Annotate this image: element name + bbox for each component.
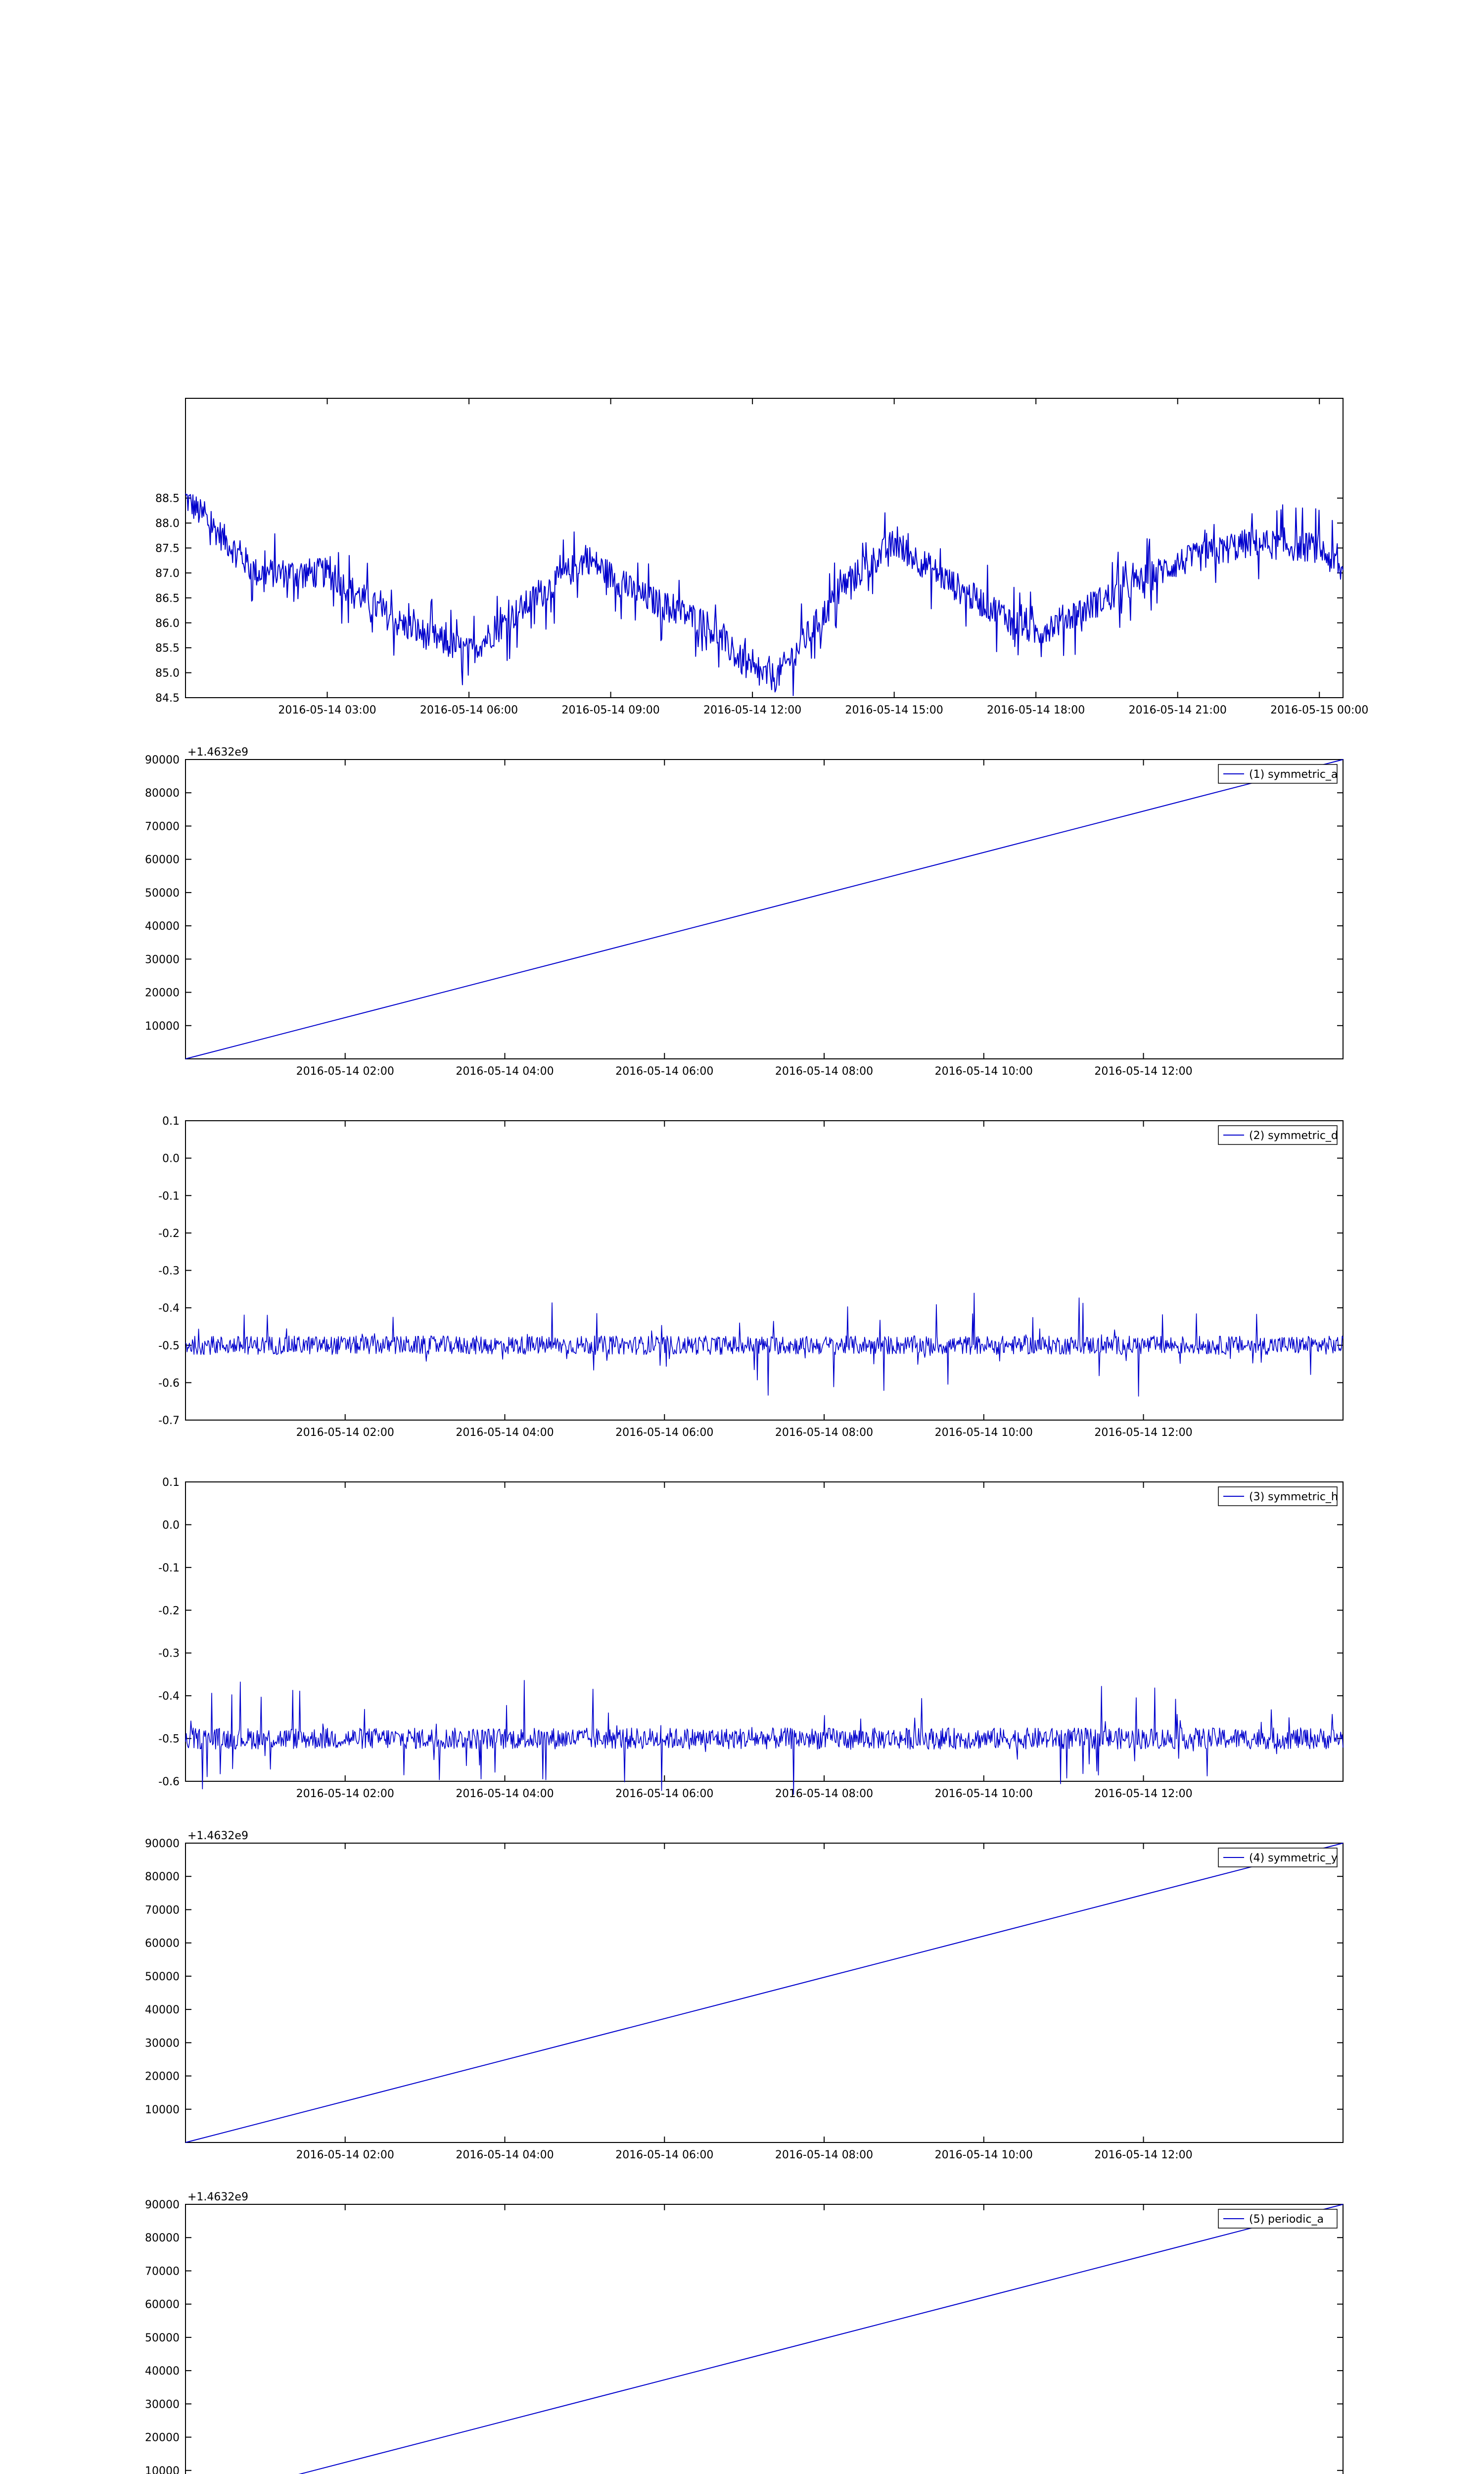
x-tick-label: 2016-05-14 02:00 xyxy=(296,2149,394,2161)
x-tick-label: 2016-05-14 08:00 xyxy=(775,2149,874,2161)
x-tick-label: 2016-05-14 18:00 xyxy=(987,704,1085,716)
x-tick-label: 2016-05-14 04:00 xyxy=(456,2149,554,2161)
y-offset-label: +1.4632e9 xyxy=(187,1830,248,1842)
x-tick-label: 2016-05-14 10:00 xyxy=(934,1788,1033,1800)
x-tick-label: 2016-05-14 12:00 xyxy=(1094,1427,1193,1439)
y-tick-label: 70000 xyxy=(145,1904,180,1917)
axes-frame xyxy=(186,398,1343,698)
x-tick-label: 2016-05-14 12:00 xyxy=(703,704,802,716)
y-tick-label: 0.0 xyxy=(162,1152,180,1165)
y-offset-label: +1.4632e9 xyxy=(187,746,248,759)
y-tick-label: 0.0 xyxy=(162,1519,180,1532)
y-tick-label: 40000 xyxy=(145,920,180,933)
x-tick-label: 2016-05-14 10:00 xyxy=(934,2149,1033,2161)
y-tick-label: 90000 xyxy=(145,2199,180,2211)
y-tick-label: 88.5 xyxy=(155,492,180,505)
y-tick-label: -0.1 xyxy=(158,1562,180,1574)
x-tick-label: 2016-05-14 04:00 xyxy=(456,1788,554,1800)
y-tick-label: 0.1 xyxy=(162,1476,180,1489)
y-tick-label: -0.4 xyxy=(158,1302,180,1315)
legend xyxy=(1218,1126,1338,1144)
x-tick-label: 2016-05-14 02:00 xyxy=(296,1065,394,1078)
legend-label: (2) symmetric_d xyxy=(1249,1130,1338,1142)
y-tick-label: 30000 xyxy=(145,2037,180,2050)
y-tick-label: 87.5 xyxy=(155,542,180,555)
series-line-1 xyxy=(186,760,1343,1059)
legend-label: (5) periodic_a xyxy=(1249,2213,1324,2226)
x-tick-label: 2016-05-14 08:00 xyxy=(775,1065,874,1078)
x-tick-label: 2016-05-14 10:00 xyxy=(934,1065,1033,1078)
x-tick-label: 2016-05-15 00:00 xyxy=(1270,704,1369,716)
x-tick-label: 2016-05-14 06:00 xyxy=(615,1788,714,1800)
x-tick-label: 2016-05-14 12:00 xyxy=(1094,1065,1193,1078)
y-tick-label: 84.5 xyxy=(155,692,180,705)
x-tick-label: 2016-05-14 06:00 xyxy=(615,1065,714,1078)
x-tick-label: 2016-05-14 10:00 xyxy=(934,1427,1033,1439)
legend-label: (3) symmetric_h xyxy=(1249,1491,1338,1503)
y-tick-label: 60000 xyxy=(145,854,180,866)
y-tick-label: 60000 xyxy=(145,2298,180,2311)
x-tick-label: 2016-05-14 12:00 xyxy=(1094,1788,1193,1800)
subplot-2 xyxy=(145,746,1343,1078)
y-tick-label: -0.2 xyxy=(158,1227,180,1240)
y-tick-label: 20000 xyxy=(145,2431,180,2444)
y-tick-label: 40000 xyxy=(145,2004,180,2017)
x-tick-label: 2016-05-14 03:00 xyxy=(278,704,376,716)
y-tick-label: -0.3 xyxy=(158,1265,180,1278)
x-tick-label: 2016-05-14 02:00 xyxy=(296,1427,394,1439)
y-tick-label: 80000 xyxy=(145,1871,180,1884)
x-tick-label: 2016-05-14 02:00 xyxy=(296,1788,394,1800)
y-tick-label: 90000 xyxy=(145,754,180,766)
x-tick-label: 2016-05-14 04:00 xyxy=(456,1065,554,1078)
y-tick-label: 85.0 xyxy=(155,667,180,680)
y-tick-label: -0.6 xyxy=(158,1377,180,1390)
subplot-6 xyxy=(145,2191,1343,2474)
y-tick-label: 85.5 xyxy=(155,642,180,655)
x-tick-label: 2016-05-14 21:00 xyxy=(1128,704,1227,716)
series-line-1 xyxy=(186,2204,1343,2474)
x-tick-label: 2016-05-14 06:00 xyxy=(615,2149,714,2161)
y-tick-label: -0.4 xyxy=(158,1690,180,1703)
y-tick-label: -0.2 xyxy=(158,1605,180,1618)
y-tick-label: 70000 xyxy=(145,820,180,833)
y-tick-label: 50000 xyxy=(145,2331,180,2344)
x-tick-label: 2016-05-14 12:00 xyxy=(1094,2149,1193,2161)
y-tick-label: 20000 xyxy=(145,2070,180,2083)
y-tick-label: -0.5 xyxy=(158,1339,180,1352)
y-tick-label: 20000 xyxy=(145,987,180,999)
y-tick-label: 80000 xyxy=(145,2232,180,2245)
series-line-1 xyxy=(186,493,1343,696)
y-tick-label: 30000 xyxy=(145,953,180,966)
y-tick-label: 70000 xyxy=(145,2265,180,2278)
y-tick-label: 10000 xyxy=(145,2103,180,2116)
x-tick-label: 2016-05-14 04:00 xyxy=(456,1427,554,1439)
subplot-1 xyxy=(155,398,1368,716)
x-tick-label: 2016-05-14 06:00 xyxy=(419,704,518,716)
y-tick-label: 80000 xyxy=(145,787,180,800)
series-line-1 xyxy=(186,1843,1343,2142)
legend-label: (1) symmetric_a xyxy=(1249,768,1338,781)
axes-frame xyxy=(186,1121,1343,1420)
y-tick-label: 10000 xyxy=(145,1020,180,1033)
y-tick-label: 50000 xyxy=(145,1970,180,1983)
y-tick-label: -0.3 xyxy=(158,1647,180,1660)
y-offset-label: +1.4632e9 xyxy=(187,2191,248,2203)
x-tick-label: 2016-05-14 09:00 xyxy=(561,704,660,716)
y-tick-label: 30000 xyxy=(145,2398,180,2411)
x-tick-label: 2016-05-14 08:00 xyxy=(775,1427,874,1439)
y-tick-label: 50000 xyxy=(145,887,180,900)
y-tick-label: 40000 xyxy=(145,2365,180,2378)
legend xyxy=(1218,764,1338,783)
y-tick-label: 10000 xyxy=(145,2465,180,2474)
y-tick-label: 86.0 xyxy=(155,617,180,630)
y-tick-label: -0.6 xyxy=(158,1776,180,1788)
y-tick-label: -0.7 xyxy=(158,1415,180,1427)
y-tick-label: -0.5 xyxy=(158,1733,180,1746)
y-tick-label: 60000 xyxy=(145,1937,180,1950)
subplot-5 xyxy=(145,1830,1343,2161)
legend xyxy=(1218,2209,1337,2228)
x-tick-label: 2016-05-14 15:00 xyxy=(845,704,943,716)
y-tick-label: 0.1 xyxy=(162,1115,180,1128)
x-tick-label: 2016-05-14 06:00 xyxy=(615,1427,714,1439)
y-tick-label: -0.1 xyxy=(158,1190,180,1203)
legend xyxy=(1218,1848,1338,1867)
subplot-4 xyxy=(158,1476,1343,1800)
y-tick-label: 88.0 xyxy=(155,518,180,530)
legend xyxy=(1218,1487,1338,1506)
axes-frame xyxy=(186,2204,1343,2474)
y-tick-label: 86.5 xyxy=(155,592,180,605)
legend-label: (4) symmetric_y xyxy=(1249,1852,1338,1864)
x-tick-label: 2016-05-14 08:00 xyxy=(775,1788,874,1800)
subplot-3 xyxy=(158,1115,1343,1439)
series-line-1 xyxy=(186,1680,1343,1795)
series-line-1 xyxy=(186,1293,1343,1396)
y-tick-label: 90000 xyxy=(145,1838,180,1850)
y-tick-label: 87.0 xyxy=(155,567,180,580)
